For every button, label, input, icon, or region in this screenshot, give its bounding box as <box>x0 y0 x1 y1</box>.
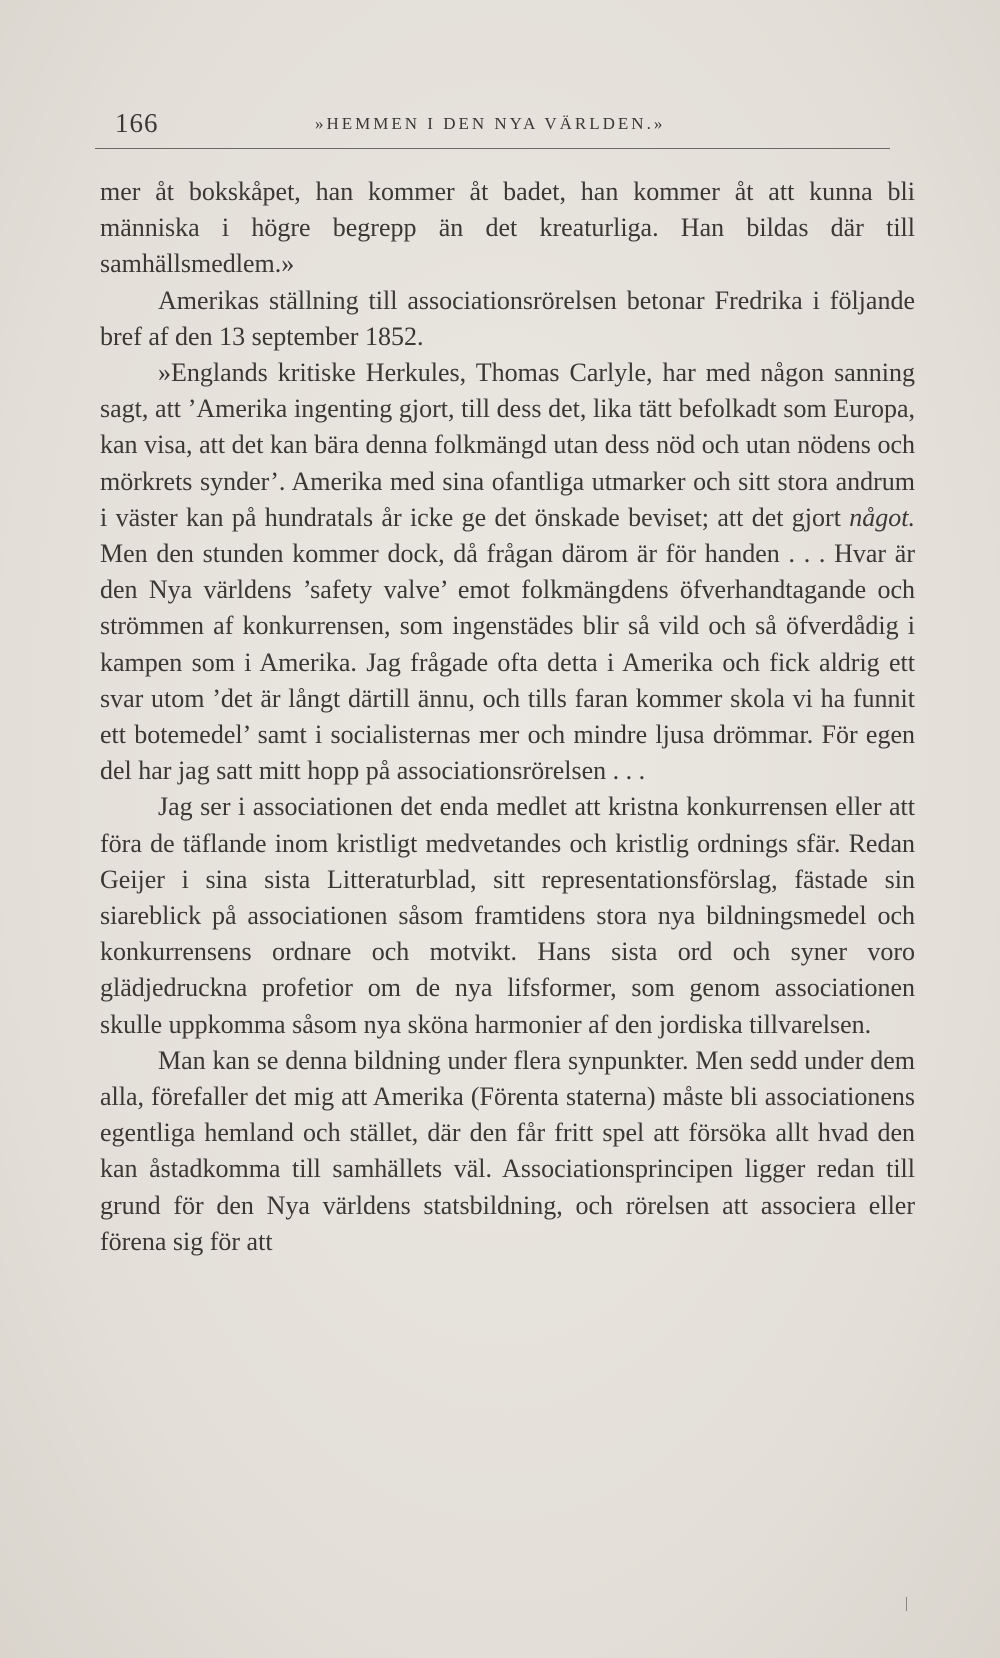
quote-text: »Englands kritiske Herkules, Thomas Carlyle, har med någon sanning sagt, att ’Amerika ingenting gjort, till dess det, lika tätt befolkadt som Europa, kan visa, att det kan bära denna folkmängd utan dess nöd och utan nödens och mörkrets synder’. Amerika med sina ofantliga utmarker och sitt stora andrum i väster kan på hundratals år icke ge det önskade beviset; att det gjort <box>100 358 915 532</box>
paragraph: Man kan se denna bildning under flera synpunkter. Men sedd under dem alla, förefaller det mig att Amerika (Förenta staterna) måste bli associationens egentliga hemland och stället, där den får fritt spel att försöka allt hvad den kan åstadkomma till samhällets väl. Associationsprincipen ligger redan till grund för den Nya världens statsbildning, och rörelsen att associera eller förena sig för att <box>100 1045 915 1256</box>
header-rule <box>95 148 890 149</box>
emphasis-text: något. <box>849 502 915 532</box>
paragraph-continuation: mer åt bokskåpet, han kommer åt badet, han kommer åt att kunna bli människa i högre begrepp än det kreaturliga. Han bildas där till samhällsmedlem.» <box>100 177 915 279</box>
page-header <box>95 102 885 142</box>
paragraph: Jag ser i associationen det enda medlet att kristna konkurrensen eller att föra de täflande inom kristligt medvetandes och kristlig ordnings sfär. Redan Geijer i sina sista Litteraturblad, sitt representationsförslag, fästade sin siareblick på associationen såsom framtidens stora nya bildningsmedel och konkurrensens ordnare och motvikt. Hans sista ord och syner voro glädjedruckna profetior om de nya lifsformer, som genom associationen skulle uppkomma såsom nya sköna harmonier af den jordiska tillvarelsen. <box>100 792 915 1039</box>
print-mark <box>906 1597 907 1611</box>
running-head: »HEMMEN I DEN NYA VÄRLDEN.» <box>315 114 666 133</box>
paragraph: Amerikas ställning till associationsrörelsen betonar Fredrika i följande bref af den 13 september 1852. <box>100 285 915 351</box>
paragraph-letter-quote <box>100 355 915 789</box>
quote-text: Men den stunden kommer dock, då frågan därom är för handen . . . Hvar är den Nya världens ’safety valve’ emot folkmängdens öfverhandtagande och strömmen af konkurrensen, som ingenstädes blir så vild och så öfverdådig i kampen som i Amerika. Jag frågade ofta detta i Amerika och fick aldrig ett svar utom ’det är långt därtill ännu, och tills faran kommer skola vi ha funnit ett botemedel’ samt i socialisternas mer och mindre ljusa drömmar. För egen del har jag satt mitt hopp på associationsrörelsen . . . <box>100 539 915 786</box>
body-text <box>100 174 915 1260</box>
page-number: 166 <box>115 108 159 138</box>
